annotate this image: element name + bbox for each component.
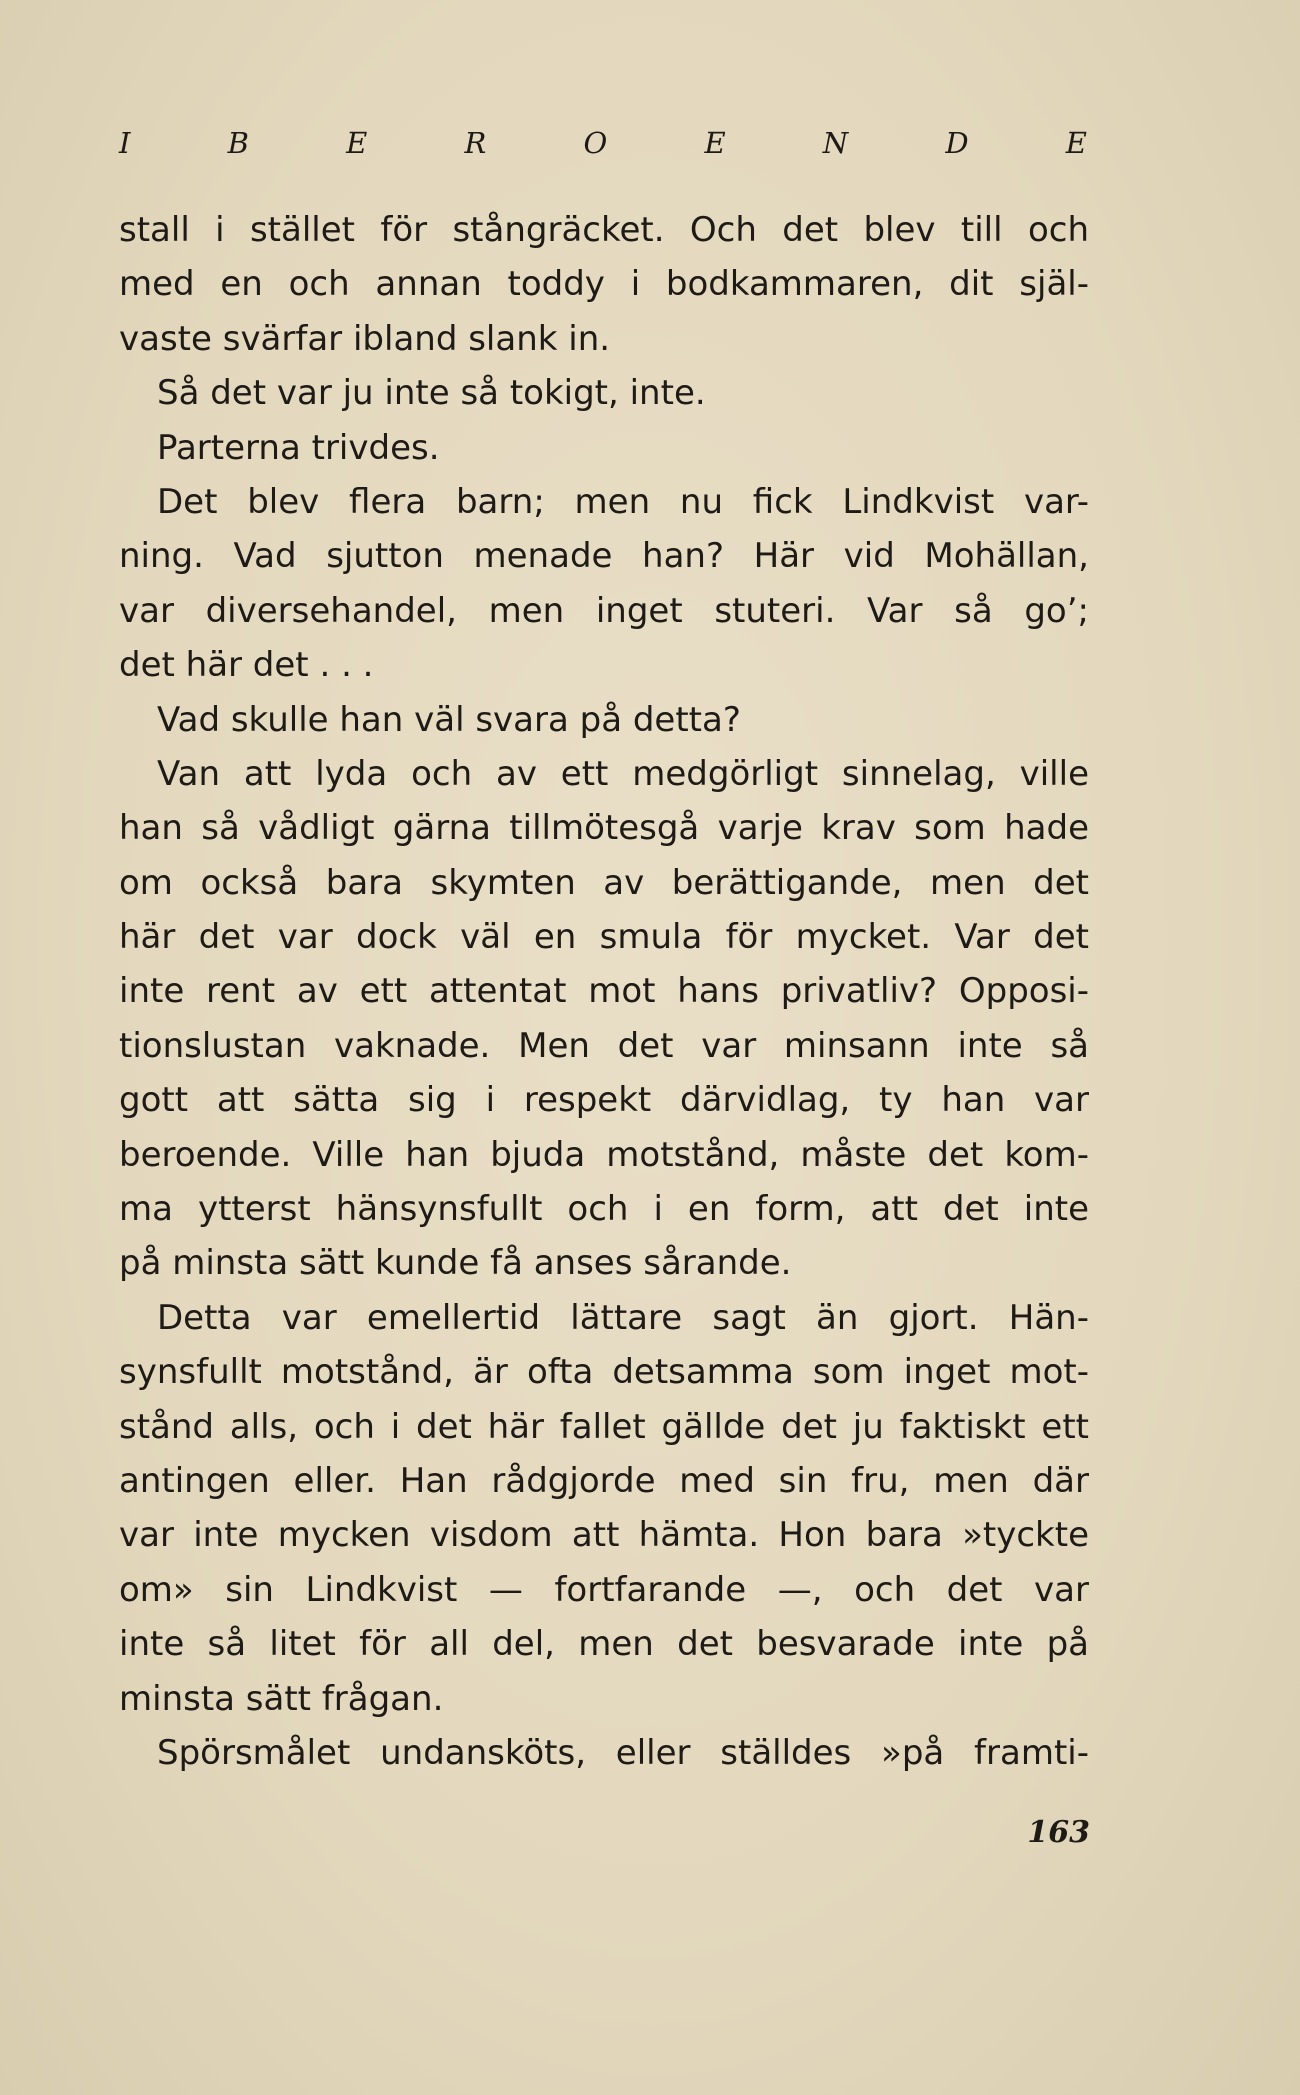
text-line: inte så litet för all del, men det besvarade inte på — [119, 1624, 1089, 1665]
text-line: han så vådligt gärna tillmötesgå varje krav som hade — [119, 808, 1089, 849]
text-line: synsfullt motstånd, är ofta detsamma som inget mot- — [119, 1352, 1089, 1393]
running-head-letter: E — [704, 126, 728, 160]
running-head-letter: D — [945, 126, 971, 160]
text-line: inte rent av ett attentat mot hans privatliv? Opposi- — [119, 971, 1089, 1012]
text-line: Parterna trivdes. — [157, 427, 440, 468]
text-line: om» sin Lindkvist — fortfarande —, och det var — [119, 1569, 1089, 1610]
text-line: stånd alls, och i det här fallet gällde det ju faktiskt ett — [119, 1406, 1089, 1447]
text-line: vaste svärfar ibland slank in. — [119, 318, 611, 359]
text-line: det här det . . . — [119, 645, 374, 686]
text-line: här det var dock väl en smula för mycket. Var det — [119, 917, 1089, 958]
running-head-letter: N — [822, 126, 851, 160]
text-line: på minsta sätt kunde få anses sårande. — [119, 1243, 792, 1284]
text-line: Detta var emellertid lättare sagt än gjort. Hän- — [157, 1297, 1089, 1338]
text-line: ning. Vad sjutton menade han? Här vid Mohällan, — [119, 536, 1089, 577]
text-line: gott att sätta sig i respekt därvidlag, ty han var — [119, 1080, 1089, 1121]
text-line: Vad skulle han väl svara på detta? — [157, 699, 741, 740]
text-line: ma ytterst hänsynsfullt och i en form, att det inte — [119, 1189, 1089, 1230]
text-line: antingen eller. Han rådgjorde med sin fru, men där — [119, 1460, 1089, 1501]
text-line: var inte mycken visdom att hämta. Hon bara »tyckte — [119, 1515, 1089, 1556]
text-line: Van att lyda och av ett medgörligt sinnelag, ville — [157, 753, 1089, 794]
running-head-letter: E — [346, 126, 370, 160]
text-line: Så det var ju inte så tokigt, inte. — [157, 373, 706, 414]
body-text — [119, 203, 1089, 1780]
running-head-letter: O — [583, 126, 610, 160]
text-line: Spörsmålet undansköts, eller ställdes »på framti- — [157, 1732, 1089, 1773]
text-line: Det blev flera barn; men nu fick Lindkvist var- — [157, 481, 1089, 522]
running-head-letter: I — [119, 126, 133, 160]
text-line: med en och annan toddy i bodkammaren, dit själ- — [119, 264, 1089, 305]
text-line: stall i stället för stångräcket. Och det blev till och — [119, 210, 1089, 250]
text-line: beroende. Ville han bjuda motstånd, måste det kom- — [119, 1134, 1089, 1175]
running-head — [119, 126, 1089, 160]
text-line: minsta sätt frågan. — [119, 1678, 444, 1719]
text-line: om också bara skymten av berättigande, men det — [119, 862, 1089, 903]
text-line: tionslustan vaknade. Men det var minsann inte så — [119, 1025, 1089, 1066]
page-number: 163 — [1027, 1815, 1090, 1850]
running-head-letter: E — [1065, 126, 1089, 160]
running-head-letter: B — [227, 126, 251, 160]
running-head-letter: R — [464, 126, 489, 160]
text-line: var diversehandel, men inget stuteri. Var så go’; — [119, 590, 1089, 631]
